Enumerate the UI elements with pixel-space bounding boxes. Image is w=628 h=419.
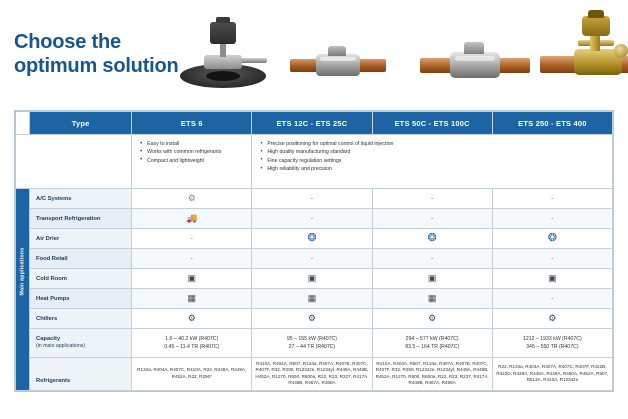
cell-heatpumps-ets12c <box>252 289 372 309</box>
capacity-tr-value: 83.5 – 164 TR (R407C) <box>405 344 460 350</box>
cell-capacity-ets6 <box>132 329 252 358</box>
cell-coldroom-ets12c <box>252 269 372 289</box>
heat-pump-icon: ▦ <box>427 293 437 303</box>
cell-foodretail-ets250 <box>492 249 612 269</box>
cell-coldroom-ets6 <box>132 269 252 289</box>
capacity-tr-value: 345 – 550 TR (R407C) <box>526 344 579 350</box>
capacity-label-line2: (in main applications) <box>36 343 86 349</box>
valve-stem-shape <box>220 43 226 57</box>
dash-placeholder: - <box>310 215 314 222</box>
heat-pump-icon: ▦ <box>307 293 317 303</box>
cell-transport-ets12c <box>252 209 372 229</box>
cold-room-icon: ▣ <box>427 273 437 283</box>
cell-foodretail-ets12c <box>252 249 372 269</box>
table-row <box>16 209 613 229</box>
valve-body-shape <box>204 55 242 69</box>
valve-body-shape <box>450 52 500 78</box>
cell-ac-ets50c <box>372 189 492 209</box>
table-header-row <box>16 112 613 135</box>
dash-placeholder: - <box>431 255 434 262</box>
dash-placeholder: - <box>310 255 314 262</box>
features-ets-large-list <box>260 140 606 174</box>
dash-placeholder: - <box>551 215 554 222</box>
row-label-capacity <box>30 329 132 358</box>
copper-pipe-left-shape <box>290 59 318 72</box>
header-corner-cell <box>16 112 30 135</box>
ets-6-valve-photo <box>180 22 270 94</box>
valve-motor-shape <box>582 16 610 36</box>
cell-chillers-ets250 <box>492 309 612 329</box>
capacity-kw-value: 294 – 577 kW (R407C) <box>405 336 459 342</box>
truck-icon: 🚚 <box>186 213 198 223</box>
copper-pipe-right-shape <box>498 58 530 73</box>
cell-refrigerants-ets12c: R410A, R404A, R507, R134a, R407A, R407B, R407C, R407F, R32, R290, R1234ze, R1234yf, R449A, R449B, H452A, R1270, R600, R600a, R22, R23, R227, R417A, R448B, R467A, R468A <box>252 358 372 391</box>
cell-airdrier-ets250 <box>492 229 612 249</box>
cell-transport-ets6 <box>132 209 252 229</box>
product-photo-row <box>170 18 620 98</box>
cold-room-icon: ▣ <box>548 273 557 283</box>
row-label-ac-systems: A/C Systems <box>30 189 132 209</box>
ets-50c-100c-valve-photo <box>420 42 530 92</box>
copper-pipe-left-shape <box>420 58 452 73</box>
cell-ac-ets6 <box>132 189 252 209</box>
list-item: • Precise positioning for optimal control of liquid injection <box>260 140 606 148</box>
cell-coldroom-ets250 <box>492 269 612 289</box>
dash-placeholder: - <box>551 195 554 202</box>
valve-cap-shape <box>328 46 346 56</box>
cell-transport-ets250 <box>492 209 612 229</box>
side-label-text: Main applications <box>19 247 26 296</box>
table-row <box>16 229 613 249</box>
cell-airdrier-ets12c <box>252 229 372 249</box>
chiller-icon: ⚙︎ <box>548 313 557 323</box>
cell-capacity-ets12c <box>252 329 372 358</box>
valve-body-shape <box>316 54 360 76</box>
column-header-ets6: ETS 6 <box>132 112 252 135</box>
row-label-chillers: Chillers <box>30 309 132 329</box>
features-ets6-list <box>140 140 245 165</box>
features-empty-cell <box>30 135 132 189</box>
row-label-food-retail: Food Retail <box>30 249 132 269</box>
cell-refrigerants-ets250: R22, R134a, R404A, R407A, R407C, R407F, R422B, R422D, R438A, R448A, R449A, R450A, R452A, R507, R513A, R410A, R1234ze <box>492 358 612 391</box>
row-label-transport-refrigeration: Transport Refrigeration <box>30 209 132 229</box>
dash-placeholder: - <box>431 215 434 222</box>
cell-chillers-ets6 <box>132 309 252 329</box>
cell-ac-ets12c <box>252 189 372 209</box>
air-drier-icon: ❂ <box>547 232 557 244</box>
valve-coil-top-shape <box>216 17 230 23</box>
valve-neck-shape <box>590 35 600 51</box>
row-label-cold-room: Cold Room <box>30 269 132 289</box>
cell-foodretail-ets50c <box>372 249 492 269</box>
valve-flange-hole-shape <box>206 71 240 81</box>
dash-placeholder: - <box>551 295 554 302</box>
valve-cap-shape <box>464 42 484 54</box>
air-drier-icon: ❂ <box>427 232 437 244</box>
chiller-icon: ⚙︎ <box>307 313 316 323</box>
cell-airdrier-ets50c <box>372 229 492 249</box>
copper-pipe-left-shape <box>540 56 578 73</box>
dash-placeholder: - <box>431 195 434 202</box>
row-label-refrigerants: Refrigerants <box>30 358 132 391</box>
capacity-kw-value: 1.6 – 40.2 kW (R407C) <box>165 336 219 342</box>
table-row <box>16 189 613 209</box>
air-drier-icon: ❂ <box>307 232 317 244</box>
table-row <box>16 289 613 309</box>
chiller-icon: ⚙︎ <box>187 313 196 323</box>
cell-foodretail-ets6 <box>132 249 252 269</box>
dash-placeholder: - <box>551 255 554 262</box>
capacity-kw-value: 95 – 155 kW (R407C) <box>286 336 338 342</box>
column-header-ets250-400: ETS 250 - ETS 400 <box>492 112 612 135</box>
list-item: • High quality manufacturing standard <box>260 148 606 156</box>
cold-room-icon: ▣ <box>307 273 317 283</box>
capacity-label-line1: Capacity <box>36 335 61 342</box>
fan-icon: ⚙︎ <box>187 193 196 203</box>
dash-placeholder: - <box>190 255 193 262</box>
capacity-kw-value: 1212 – 1933 kW (R407C) <box>522 336 582 342</box>
row-label-heat-pumps: Heat Pumps <box>30 289 132 309</box>
valve-knob-shape <box>614 44 628 58</box>
cell-heatpumps-ets6 <box>132 289 252 309</box>
cell-chillers-ets12c <box>252 309 372 329</box>
page-title-line2: optimum solution <box>14 55 179 77</box>
cell-ac-ets250 <box>492 189 612 209</box>
page-header <box>0 0 628 104</box>
cell-airdrier-ets6 <box>132 229 252 249</box>
cell-capacity-ets50c <box>372 329 492 358</box>
column-header-type: Type <box>30 112 132 135</box>
valve-coil-shape <box>210 22 236 44</box>
list-item: • Compact and lightweight <box>140 157 245 165</box>
cell-chillers-ets50c <box>372 309 492 329</box>
side-label-main-applications <box>16 189 30 391</box>
valve-motor-top-shape <box>588 10 604 18</box>
list-item: • Works with common refrigerants <box>140 148 245 156</box>
features-ets-large-cell <box>252 135 613 189</box>
capacity-tr-value: 27 – 44 TR (R407C) <box>288 344 336 350</box>
dash-placeholder: - <box>190 235 193 242</box>
table-features-row <box>16 135 613 189</box>
page-title-line1: Choose the <box>14 31 121 53</box>
cell-heatpumps-ets250 <box>492 289 612 309</box>
ets-250-400-valve-photo <box>540 16 628 96</box>
table-row-refrigerants <box>16 358 613 391</box>
cell-capacity-ets250 <box>492 329 612 358</box>
capacity-tr-value: 0.45 – 11.4 TR (R407C) <box>164 344 220 350</box>
chiller-icon: ⚙︎ <box>428 313 437 323</box>
column-header-ets12c-25c: ETS 12C - ETS 25C <box>252 112 372 135</box>
table-row <box>16 249 613 269</box>
product-comparison-table <box>14 110 614 392</box>
row-label-air-drier: Air Drier <box>30 229 132 249</box>
cold-room-icon: ▣ <box>187 273 197 283</box>
table-row <box>16 269 613 289</box>
cell-refrigerants-ets6: R134a, R404A, R407C, R410A, R22, R448A, R449A, R452A, R32, R290* <box>132 358 252 391</box>
table-row-capacity <box>16 329 613 358</box>
cell-refrigerants-ets50c: R410A, R404A, R507, R134a, R407A, R407B, R407C, R407F, R32, R290, R1234ze, R1234yf, R449A, R449B, R452A, R1270, R600, R600a, R22, R23, R227, R417A, R448B, R467A, R468A <box>372 358 492 391</box>
dash-placeholder: - <box>310 195 314 202</box>
cell-transport-ets50c <box>372 209 492 229</box>
cell-coldroom-ets50c <box>372 269 492 289</box>
table-row <box>16 309 613 329</box>
cell-heatpumps-ets50c <box>372 289 492 309</box>
features-ets6-cell <box>132 135 252 189</box>
features-corner-cell <box>16 135 30 189</box>
ets-12c-25c-valve-photo <box>290 46 386 90</box>
copper-pipe-right-shape <box>358 59 386 72</box>
page-title <box>14 30 194 78</box>
list-item: • High reliability and precision <box>260 165 606 173</box>
list-item: • Fine capacity regulation settings <box>260 157 606 165</box>
column-header-ets50c-100c: ETS 50C - ETS 100C <box>372 112 492 135</box>
heat-pump-icon: ▦ <box>187 293 197 303</box>
list-item: • Easy to install <box>140 140 245 148</box>
